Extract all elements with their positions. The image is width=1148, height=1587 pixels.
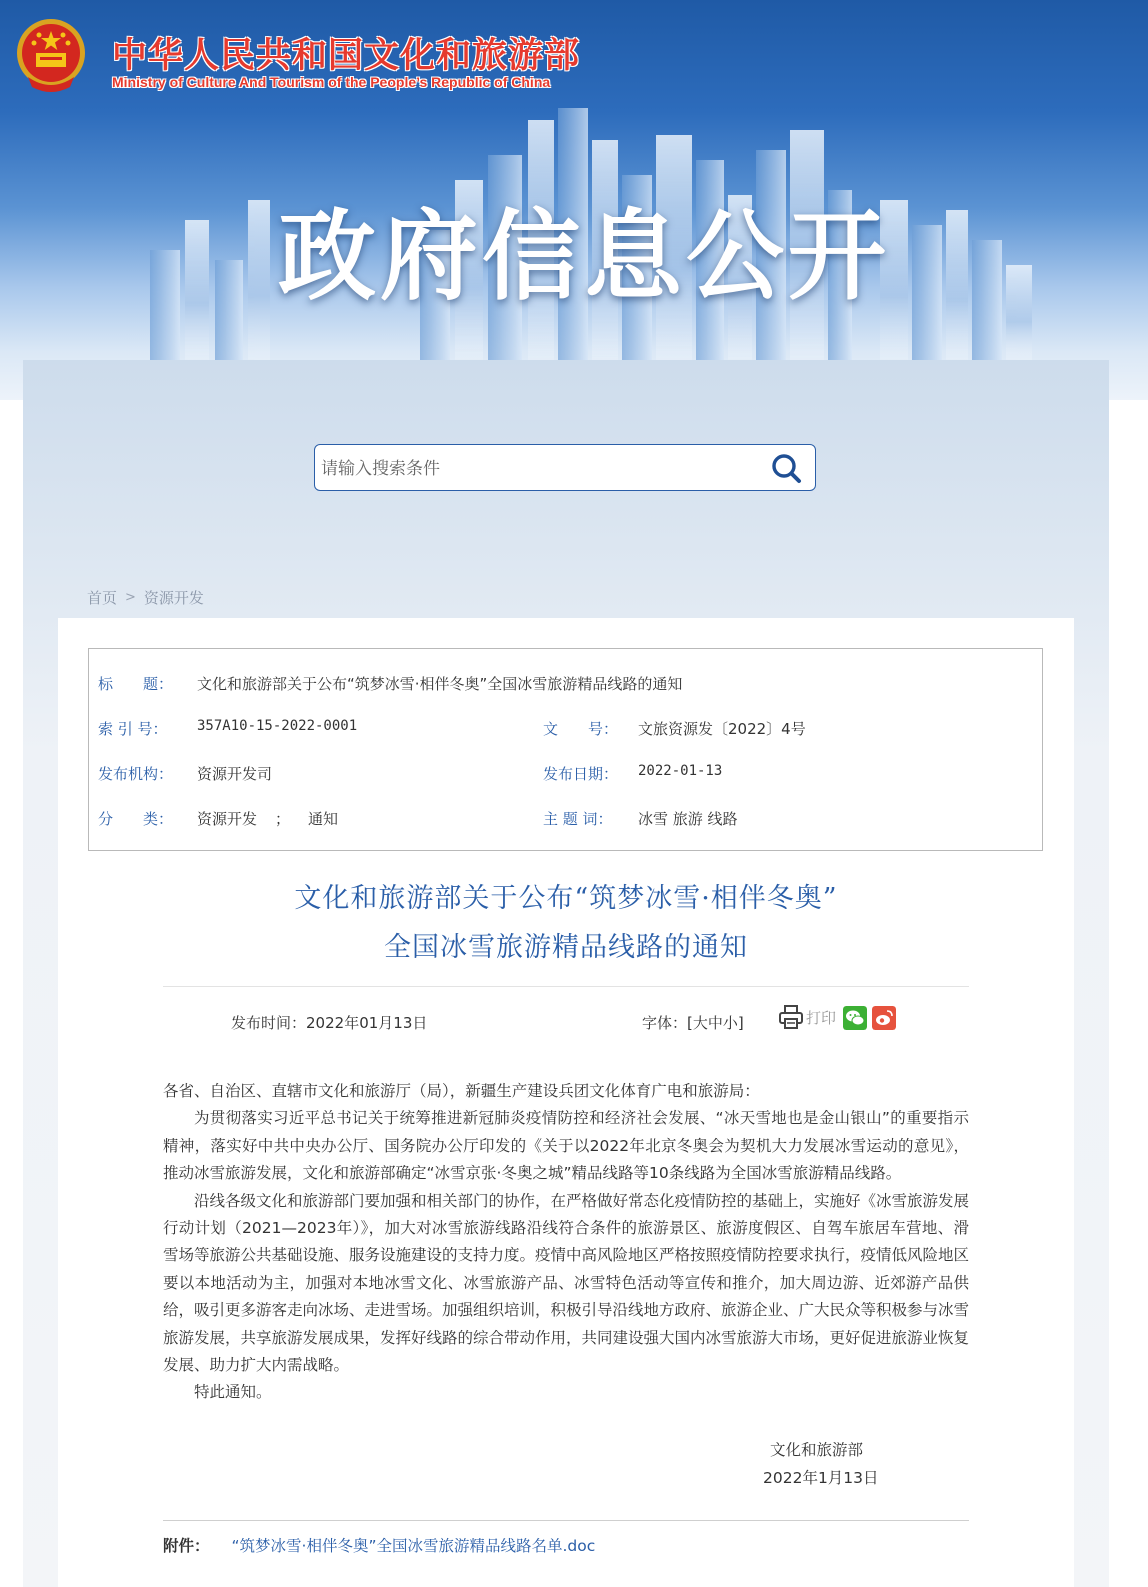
publish-time-value: 2022年01月13日 (306, 1014, 428, 1032)
paragraph-salutation: 各省、自治区、直辖市文化和旅游厅（局），新疆生产建设兵团文化体育广电和旅游局： (163, 1082, 760, 1100)
meta-org-value: 资源开发司 (197, 765, 273, 783)
meta-date-label: 发布日期： (543, 765, 619, 783)
meta-docno-value: 文旅资源发〔2022〕4号 (638, 720, 806, 738)
publish-time (231, 1012, 427, 1033)
signature-date: 2022年1月13日 (763, 1469, 879, 1487)
attachment-link[interactable]: “筑梦冰雪·相伴冬奥”全国冰雪旅游精品线路名单.doc (231, 1537, 596, 1555)
font-size-control (642, 1012, 744, 1033)
font-size-open-bracket: [ (687, 1014, 693, 1032)
breadcrumb-current[interactable]: 资源开发 (143, 589, 204, 607)
font-size-label: 字体： (642, 1014, 688, 1032)
breadcrumb (87, 587, 204, 608)
meta-docno-label: 文 号： (543, 720, 619, 738)
article-body (163, 1078, 969, 1407)
meta-date-value: 2022-01-13 (638, 763, 723, 779)
search-input[interactable] (319, 445, 753, 492)
font-size-medium[interactable]: 中 (707, 1014, 723, 1032)
meta-category-value-1: 资源开发 (197, 810, 258, 828)
weibo-icon[interactable] (872, 1006, 896, 1030)
font-size-close-bracket: ] (737, 1014, 744, 1032)
printer-icon (778, 1004, 804, 1030)
meta-keywords-label: 主 题 词： (543, 810, 613, 828)
meta-index-label: 索 引 号： (98, 720, 168, 738)
article-title-line-1: 文化和旅游部关于公布“筑梦冰雪·相伴冬奥” (294, 883, 838, 914)
ministry-name-en: Ministry of Culture And Tourism of the People’s Republic of China (112, 74, 551, 90)
attachment-divider (163, 1520, 969, 1521)
meta-category-value-2: 通知 (308, 810, 339, 828)
meta-org-label: 发布机构： (98, 765, 174, 783)
banner-title: 政府信息公开 (278, 200, 891, 314)
search-box (314, 444, 816, 491)
signature-issuer: 文化和旅游部 (770, 1441, 864, 1459)
national-emblem-icon (14, 17, 88, 93)
document-meta-table (88, 648, 1043, 851)
attachment-label: 附件： (163, 1537, 210, 1555)
article-title-line-2: 全国冰雪旅游精品线路的通知 (384, 932, 748, 963)
attachment-row (163, 1534, 595, 1556)
print-button[interactable] (778, 1004, 836, 1030)
ministry-name-cn: 中华人民共和国文化和旅游部 (112, 36, 581, 76)
header-banner (0, 0, 1148, 400)
meta-title-label: 标 题： (98, 675, 174, 693)
wechat-icon[interactable] (843, 1006, 867, 1030)
meta-keywords-value: 冰雪 旅游 线路 (638, 810, 738, 828)
meta-category-label: 分 类： (98, 810, 174, 828)
title-divider (163, 986, 969, 987)
breadcrumb-home[interactable]: 首页 (87, 589, 118, 607)
publish-time-label: 发布时间： (231, 1014, 307, 1032)
meta-index-value: 357A10-15-2022-0001 (197, 718, 358, 734)
paragraph: 为贯彻落实习近平总书记关于统筹推进新冠肺炎疫情防控和经济社会发展、“冰天雪地也是金山银山”的重要指示精神，落实好中共中央办公厅、国务院办公厅印发的《关于以2022年北京冬奥会为契机大力发展冰雪运动的意见》，推动冰雪旅游发展，文化和旅游部确定“冰雪京张·冬奥之城”精品线路等10条线路为全国冰雪旅游精品线路。 (163, 1109, 969, 1183)
meta-title-value: 文化和旅游部关于公布“筑梦冰雪·相伴冬奥”全国冰雪旅游精品线路的通知 (197, 675, 683, 693)
print-label: 打印 (806, 1008, 837, 1027)
font-size-large[interactable]: 大 (692, 1014, 708, 1032)
search-icon[interactable] (767, 452, 807, 484)
paragraph: 沿线各级文化和旅游部门要加强和相关部门的协作，在严格做好常态化疫情防控的基础上，实施好《冰雪旅游发展行动计划（2021—2023年）》，加大对冰雪旅游线路沿线符合条件的旅游景区、旅游度假区、自驾车旅居车营地、滑雪场等旅游公共基础设施、服务设施建设的支持力度。疫情中高风险地区严格按照疫情防控要求执行，疫情低风险地区要以本地活动为主，加强对本地冰雪文化、冰雪旅游产品、冰雪特色活动等宣传和推介，加大周边游、近郊游产品供给，吸引更多游客走向冰场、走进雪场。加强组织培训，积极引导沿线地方政府、旅游企业、广大民众等积极参与冰雪旅游发展，共享旅游发展成果，发挥好线路的综合带动作用，共同建设强大国内冰雪旅游大市场，更好促进旅游业恢复发展、助力扩大内需战略。 (163, 1191, 970, 1375)
meta-category-separator: ； (275, 810, 291, 828)
paragraph-closing: 特此通知。 (194, 1383, 272, 1402)
chevron-right-icon: > (125, 590, 136, 605)
font-size-small[interactable]: 小 (722, 1014, 738, 1032)
